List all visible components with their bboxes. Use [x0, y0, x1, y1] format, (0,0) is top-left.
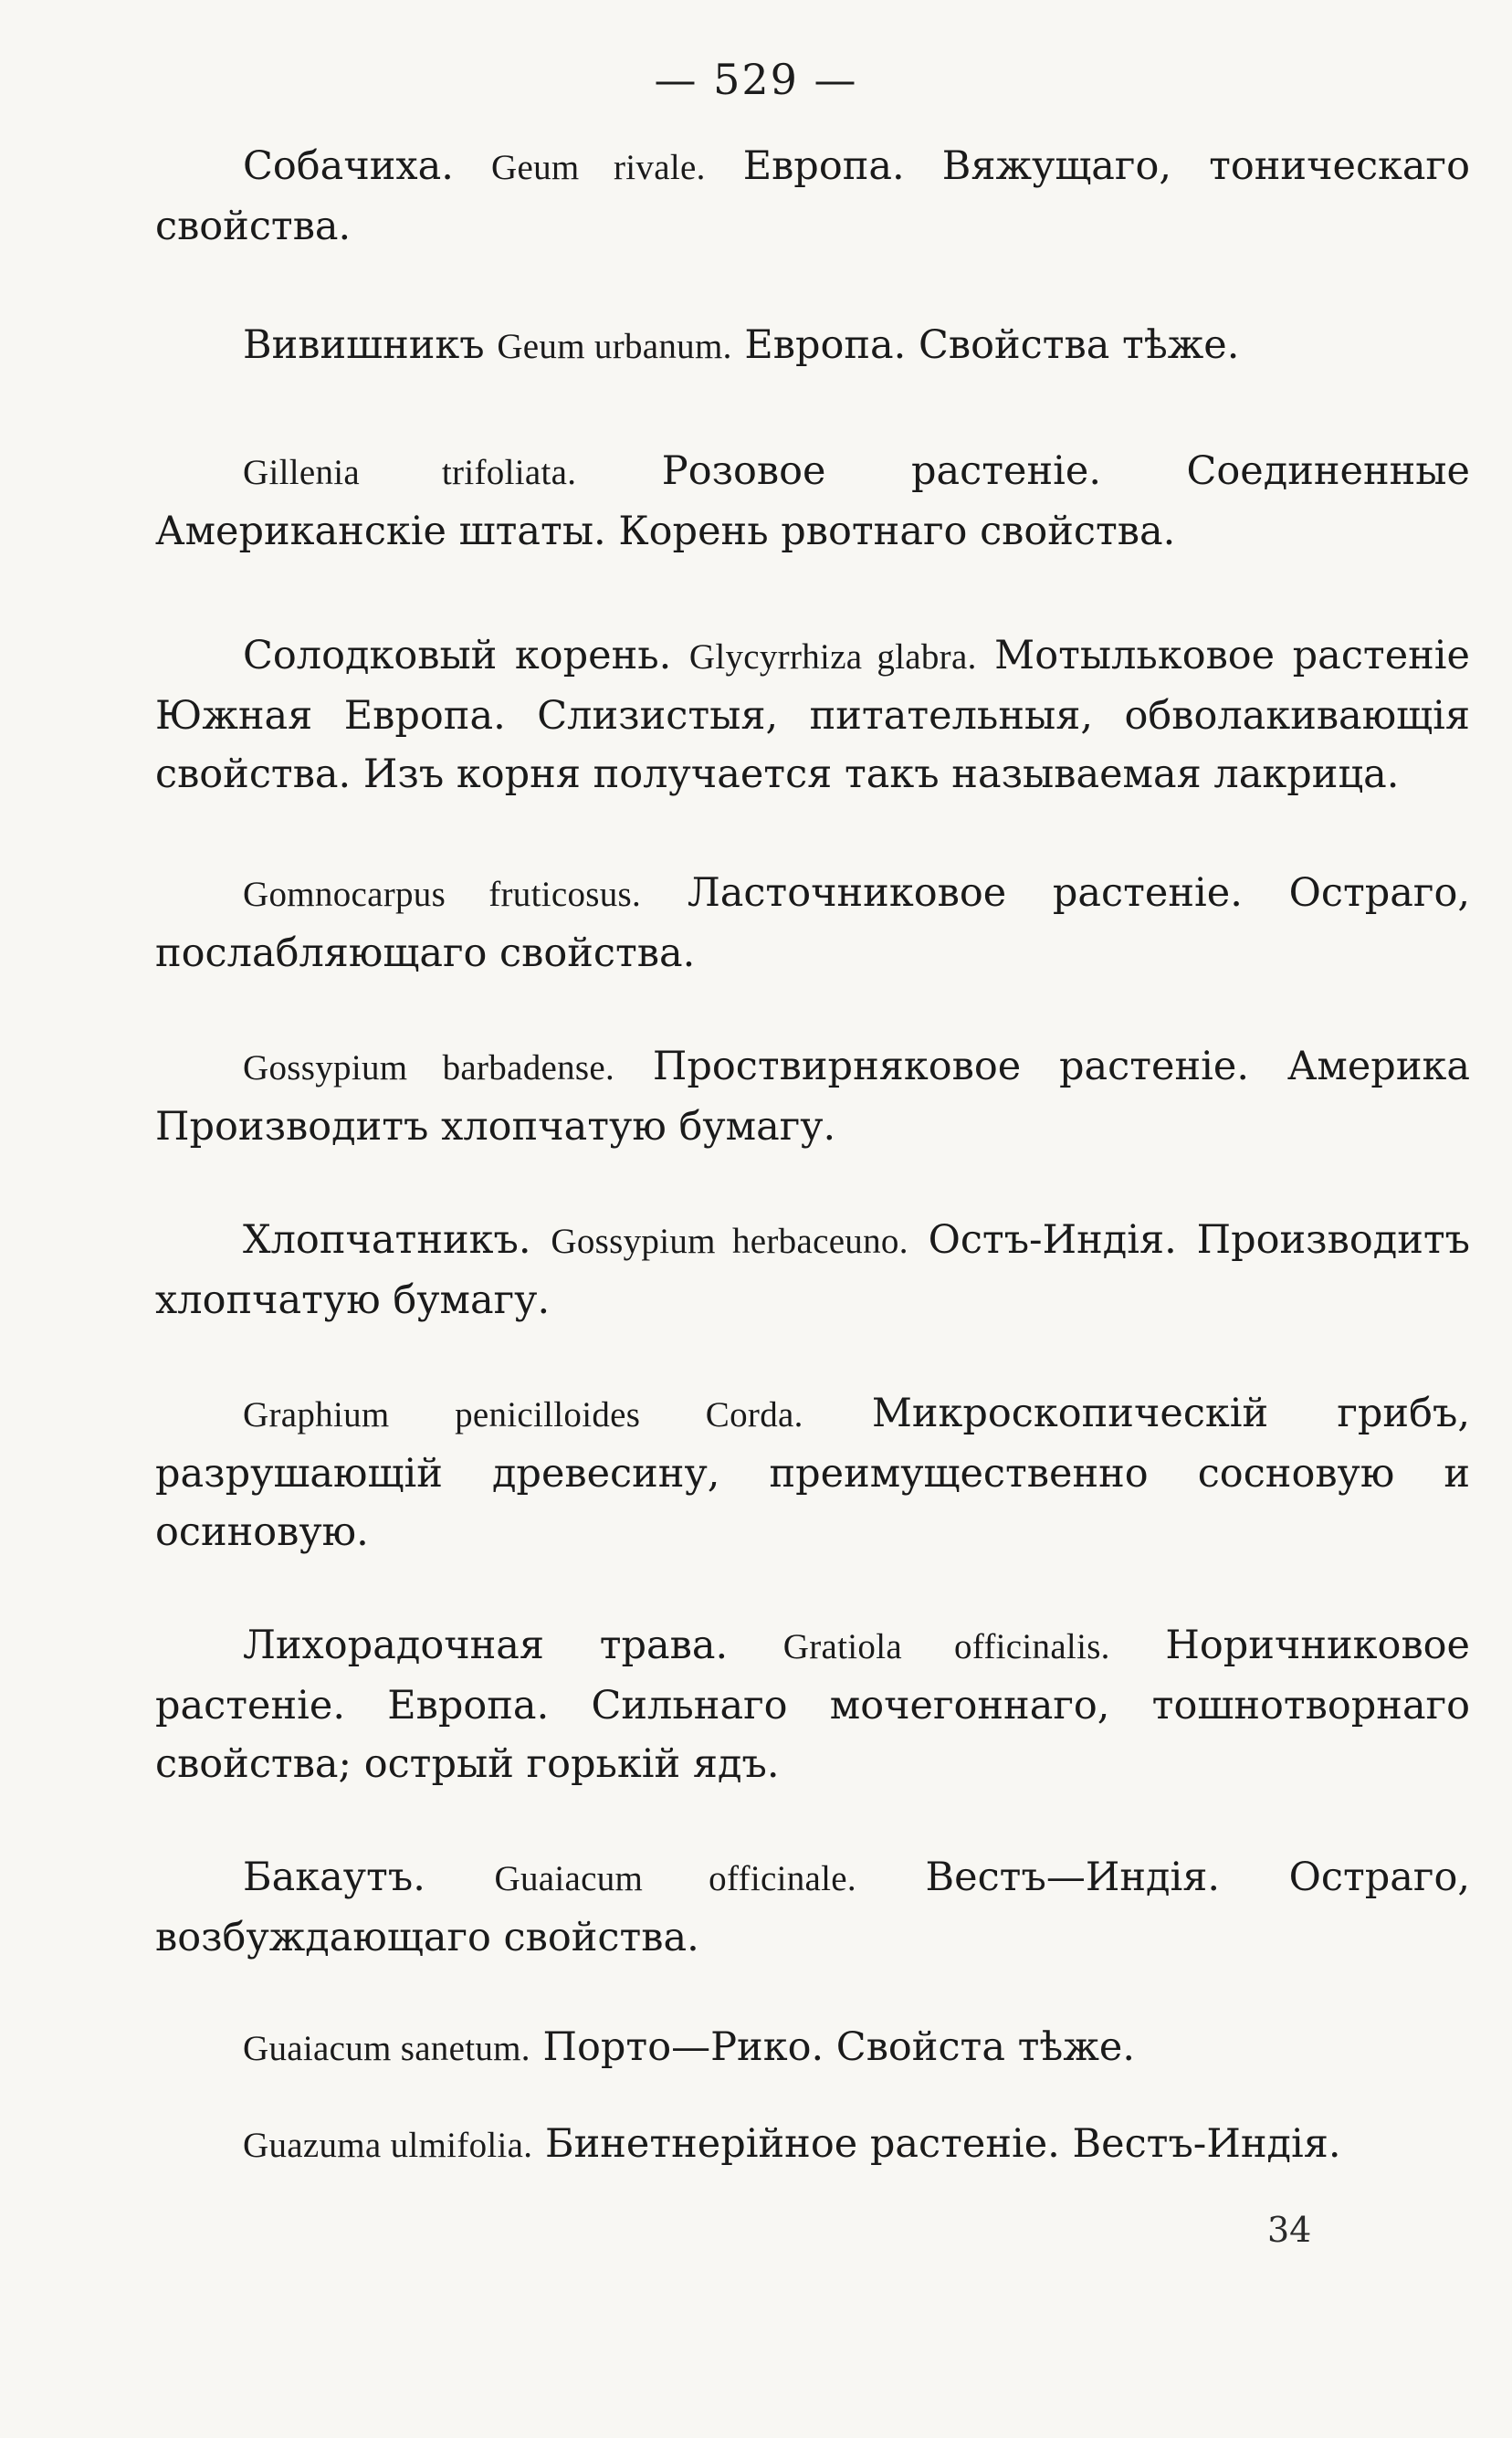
russian-name: Вивишникъ: [243, 322, 498, 368]
latin-name: Glycyrrhiza glabra.: [688, 637, 977, 677]
entry-description: Вестъ—Индiя. Остраго, возбуждающаго свойства.: [155, 1855, 1470, 1960]
entry: [155, 1384, 1470, 1561]
russian-name: Хлопчатникъ.: [243, 1217, 551, 1263]
entry-description: Розовое растенiе. Соединенные Американскiе штаты. Корень рвотнаго свойства.: [155, 448, 1470, 554]
entry-description: Микроскопическiй грибъ, разрушающiй древесину, преимущественно сосновую и осиновую.: [155, 1391, 1470, 1555]
entry-description: Проствирняковое растенiе. Америка Производитъ хлопчатую бумагу.: [155, 1044, 1470, 1150]
entry: [155, 864, 1470, 983]
entry: [155, 1848, 1470, 1967]
entry-description: Порто—Рико. Свойста тѣже.: [530, 2024, 1136, 2070]
signature-mark: 34: [1267, 2210, 1312, 2250]
entry: [155, 1211, 1470, 1329]
latin-name: Gillenia trifoliata.: [243, 453, 577, 492]
latin-name: Gossypium barbadense.: [243, 1048, 615, 1088]
latin-name: Gomnocarpus fruticosus.: [243, 875, 642, 914]
latin-name: Gratiola officinalis.: [782, 1627, 1110, 1666]
russian-name: Бакаутъ.: [243, 1855, 495, 1900]
entry: [155, 1037, 1470, 1156]
russian-name: Солодковый корень.: [243, 633, 689, 678]
entry-description: Норичниковое растенiе. Европа. Сильнаго мочегоннаго, тошнотворнаго свойства; острый горькiй ядъ.: [155, 1623, 1470, 1787]
latin-name: Guaiacum officinale.: [494, 1859, 856, 1898]
latin-name: Gossypium herbaceuno.: [551, 1222, 908, 1261]
entry-description: Европа. Вяжущаго, тоническаго свойства.: [155, 143, 1470, 249]
entry: [155, 442, 1470, 561]
entry-description: Европа. Свойства тѣже.: [731, 322, 1240, 368]
russian-name: Собачиха.: [243, 143, 492, 189]
entry: [155, 626, 1470, 804]
entry: [155, 137, 1470, 256]
latin-name: Guaiacum sanetum.: [243, 2029, 530, 2068]
latin-name: Guazuma ulmifolia.: [243, 2126, 533, 2165]
page-number: — 529 —: [654, 55, 858, 104]
entry: [155, 2115, 1470, 2175]
entry-description: Остъ-Индiя. Производитъ хлопчатую бумагу.: [155, 1217, 1470, 1323]
latin-name: Geum rivale.: [491, 148, 706, 187]
latin-name: Graphium penicilloides Corda.: [243, 1395, 803, 1434]
entry: [155, 316, 1470, 376]
entry-description: Бинетнерiйное растенiе. Вестъ-Индiя.: [532, 2121, 1341, 2167]
russian-name: Лихорадочная трава.: [243, 1623, 783, 1668]
latin-name: Geum urbanum.: [497, 327, 732, 366]
entry-description: Ласточниковое растенiе. Остраго, послабляющаго свойства.: [155, 870, 1471, 976]
entry: [155, 2018, 1470, 2078]
entry: [155, 1616, 1470, 1793]
entry-description: Мотыльковое растенiе Южная Европа. Слизистыя, питательныя, обволакивающiя свойства. Изъ корня получается такъ называемая лакрица.: [155, 633, 1470, 797]
entry-list: [155, 137, 1470, 2175]
